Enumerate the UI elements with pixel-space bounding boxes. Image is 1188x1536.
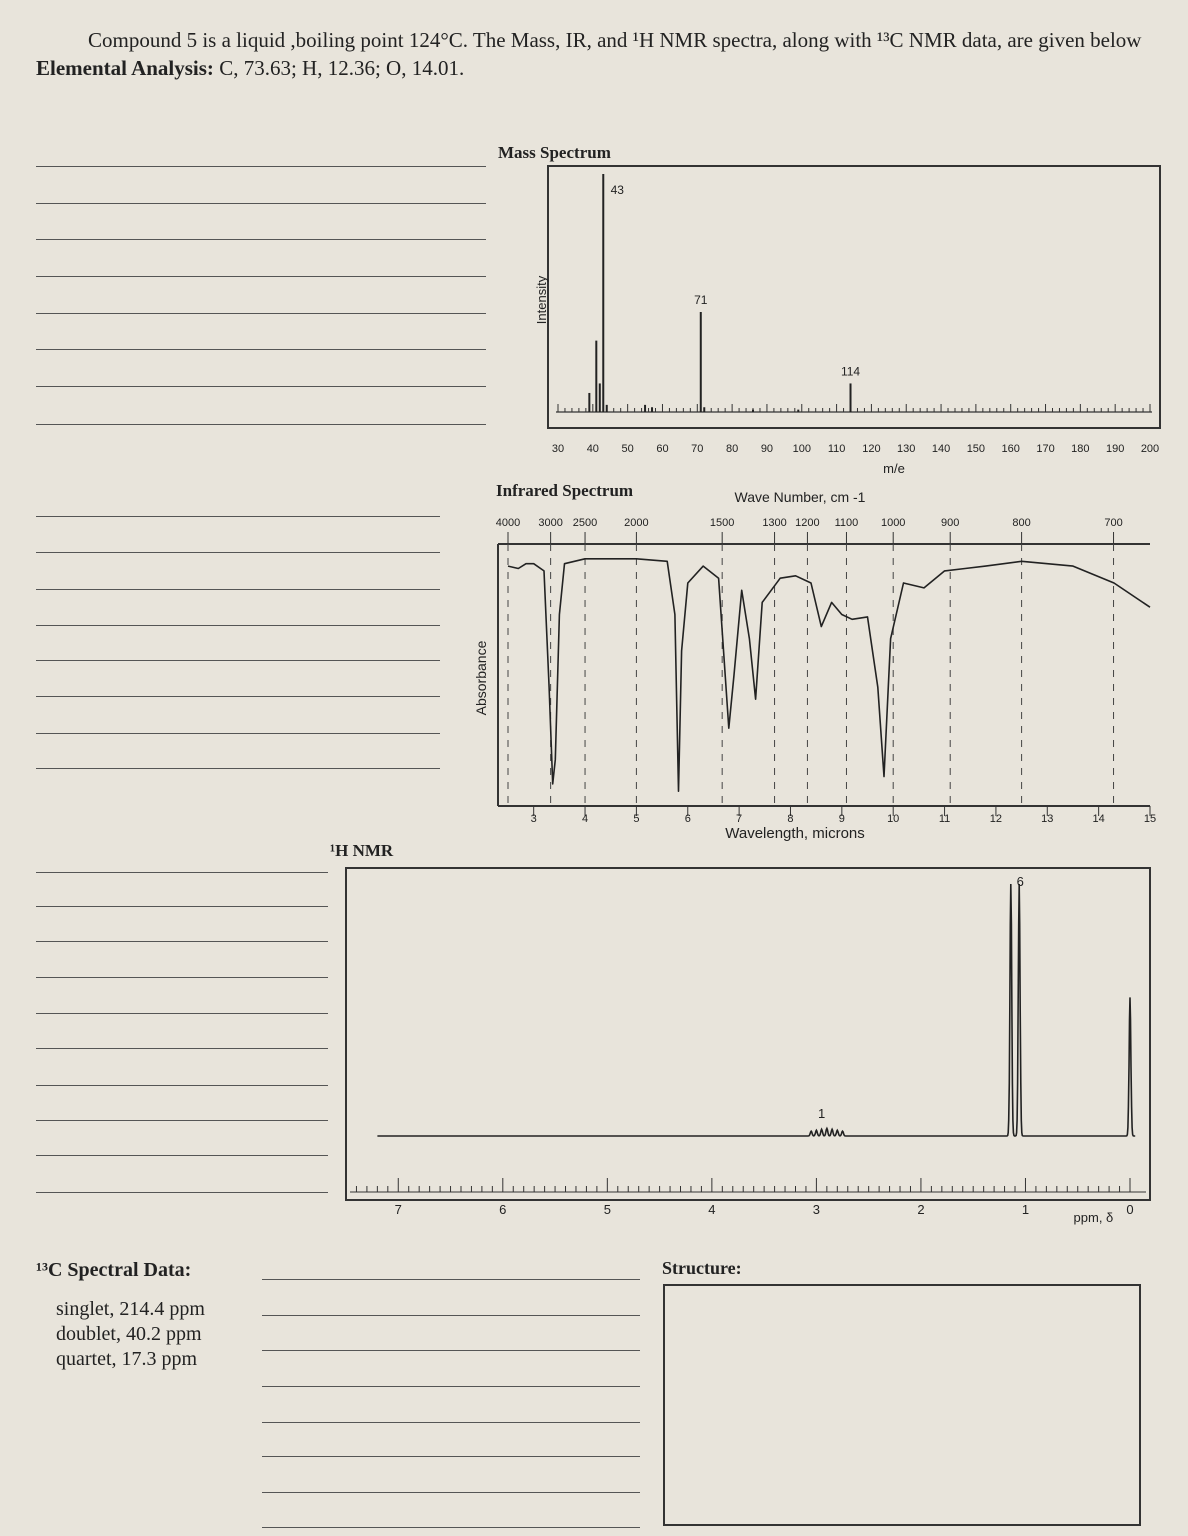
x-axis-bottom-label: Wavelength, microns: [725, 825, 865, 842]
answer-line[interactable]: [36, 941, 328, 942]
answer-line[interactable]: [36, 239, 486, 240]
answer-line[interactable]: [262, 1279, 640, 1280]
tick-label: 200: [1140, 443, 1160, 455]
answer-line[interactable]: [36, 386, 486, 387]
chart-title: ¹H NMR: [330, 841, 394, 860]
tick-label: 5: [603, 1202, 611, 1217]
answer-line[interactable]: [36, 203, 486, 204]
x-axis-label: m/e: [883, 461, 905, 476]
tick-label: 70: [691, 443, 704, 455]
tick-label: 9: [838, 813, 845, 825]
tick-label: 1200: [795, 517, 820, 529]
tick-label: 90: [760, 443, 774, 455]
answer-line[interactable]: [36, 1085, 328, 1086]
tick-label: 1100: [834, 517, 859, 529]
answer-line[interactable]: [36, 1013, 328, 1014]
tick-label: 13: [1041, 813, 1054, 825]
elemental-analysis-label: Elemental Analysis:: [36, 56, 214, 80]
tick-label: 50: [621, 443, 634, 455]
h-nmr-chart: [320, 834, 1170, 1234]
nmr-trace: [377, 884, 1135, 1136]
mass-spectrum-chart: [480, 140, 1180, 490]
tick-label: 190: [1105, 443, 1125, 455]
y-axis-label: Intensity: [534, 275, 549, 325]
tick-label: 5: [633, 813, 640, 825]
tick-label: 1500: [709, 517, 735, 529]
plot-frame: [346, 868, 1150, 1200]
tick-label: 120: [862, 443, 881, 455]
tick-label: 1300: [762, 517, 787, 529]
answer-line[interactable]: [36, 1048, 328, 1049]
c13-block: [36, 1258, 276, 1372]
problem-statement: [88, 26, 1188, 54]
chart-title: Infrared Spectrum: [496, 481, 634, 500]
tick-label: 14: [1092, 813, 1105, 825]
answer-line[interactable]: [262, 1492, 640, 1493]
answer-line[interactable]: [36, 1120, 328, 1121]
tick-label: 100: [792, 443, 811, 455]
plot-frame: [548, 166, 1160, 428]
answer-line[interactable]: [262, 1315, 640, 1316]
c13-peak: doublet, 40.2 ppm: [56, 1323, 202, 1345]
header-line-1: Compound 5 is a liquid ,boiling point 124°C. The Mass, IR, and ¹H NMR spectra, along with ¹³C NMR data, are given below: [88, 28, 1142, 52]
answer-line[interactable]: [36, 1155, 328, 1156]
answer-line[interactable]: [262, 1422, 640, 1423]
answer-line[interactable]: [36, 660, 440, 661]
tick-label: 130: [897, 443, 916, 455]
tick-label: 30: [551, 443, 565, 455]
integration-label: 1: [818, 1106, 826, 1121]
tick-label: 3: [530, 813, 537, 825]
elemental-analysis: [36, 54, 464, 82]
answer-line[interactable]: [262, 1527, 640, 1528]
answer-line[interactable]: [36, 906, 328, 907]
tick-label: 10: [887, 813, 900, 825]
tick-label: 12: [989, 813, 1003, 825]
tick-label: 160: [1001, 443, 1020, 455]
tick-label: 0: [1126, 1202, 1134, 1217]
structure-label: Structure:: [662, 1258, 742, 1278]
y-axis-label: Absorbance: [473, 640, 489, 716]
tick-label: 800: [1012, 517, 1031, 529]
tick-label: 60: [656, 443, 669, 455]
tick-label: 3000: [538, 517, 563, 529]
peak-label: 43: [610, 183, 624, 197]
tick-label: 2: [917, 1202, 925, 1217]
tick-label: 4: [708, 1202, 716, 1217]
answer-line[interactable]: [36, 424, 486, 425]
answer-line[interactable]: [36, 625, 440, 626]
peak-label: 71: [694, 293, 708, 308]
integration-label: 6: [1016, 874, 1024, 889]
tick-label: 7: [394, 1202, 402, 1217]
tick-label: 4000: [495, 517, 521, 529]
tick-label: 6: [684, 813, 691, 825]
tick-label: 6: [499, 1202, 507, 1217]
tick-label: 4: [581, 813, 589, 825]
elemental-analysis-value: C, 73.63; H, 12.36; O, 14.01.: [219, 56, 465, 80]
tick-label: 7: [736, 813, 743, 825]
answer-line[interactable]: [36, 516, 440, 517]
answer-line[interactable]: [262, 1386, 640, 1387]
tick-label: 700: [1104, 517, 1123, 529]
answer-line[interactable]: [262, 1456, 640, 1457]
tick-label: 1: [1021, 1202, 1030, 1217]
tick-label: 40: [586, 443, 599, 455]
tick-label: 150: [966, 443, 986, 455]
answer-line[interactable]: [36, 768, 440, 769]
answer-line[interactable]: [36, 977, 328, 978]
answer-line[interactable]: [36, 733, 440, 734]
c13-title: ¹³C Spectral Data:: [36, 1259, 192, 1281]
answer-line[interactable]: [36, 166, 486, 167]
tick-label: 110: [827, 443, 846, 455]
tick-label: 2500: [572, 517, 598, 529]
x-axis-label: ppm, δ: [1073, 1210, 1114, 1225]
answer-line[interactable]: [36, 1192, 328, 1193]
chart-title: Mass Spectrum: [498, 143, 611, 162]
x-axis-top-label: Wave Number, cm -1: [734, 489, 866, 505]
c13-peak: quartet, 17.3 ppm: [56, 1348, 198, 1370]
answer-line[interactable]: [262, 1350, 640, 1351]
peak-label: 114: [840, 364, 861, 379]
tick-label: 170: [1036, 443, 1055, 455]
tick-label: 2000: [624, 517, 649, 529]
structure-box[interactable]: [663, 1284, 1141, 1526]
c13-peak: singlet, 214.4 ppm: [56, 1298, 205, 1320]
answer-line[interactable]: [36, 349, 486, 350]
tick-label: 15: [1143, 813, 1157, 825]
answer-line[interactable]: [36, 696, 440, 697]
answer-line[interactable]: [36, 589, 440, 590]
tick-label: 11: [938, 813, 951, 825]
answer-line[interactable]: [36, 872, 328, 873]
tick-label: 8: [787, 813, 794, 825]
answer-line[interactable]: [36, 276, 486, 277]
ir-trace: [508, 559, 1150, 791]
ir-spectrum-chart: [460, 478, 1160, 848]
answer-line[interactable]: [36, 313, 486, 314]
answer-line[interactable]: [36, 552, 440, 553]
tick-label: 1000: [880, 517, 906, 529]
tick-label: 180: [1071, 443, 1090, 455]
tick-label: 140: [931, 443, 951, 455]
tick-label: 900: [941, 517, 960, 529]
tick-label: 3: [812, 1202, 821, 1217]
tick-label: 80: [725, 443, 739, 455]
